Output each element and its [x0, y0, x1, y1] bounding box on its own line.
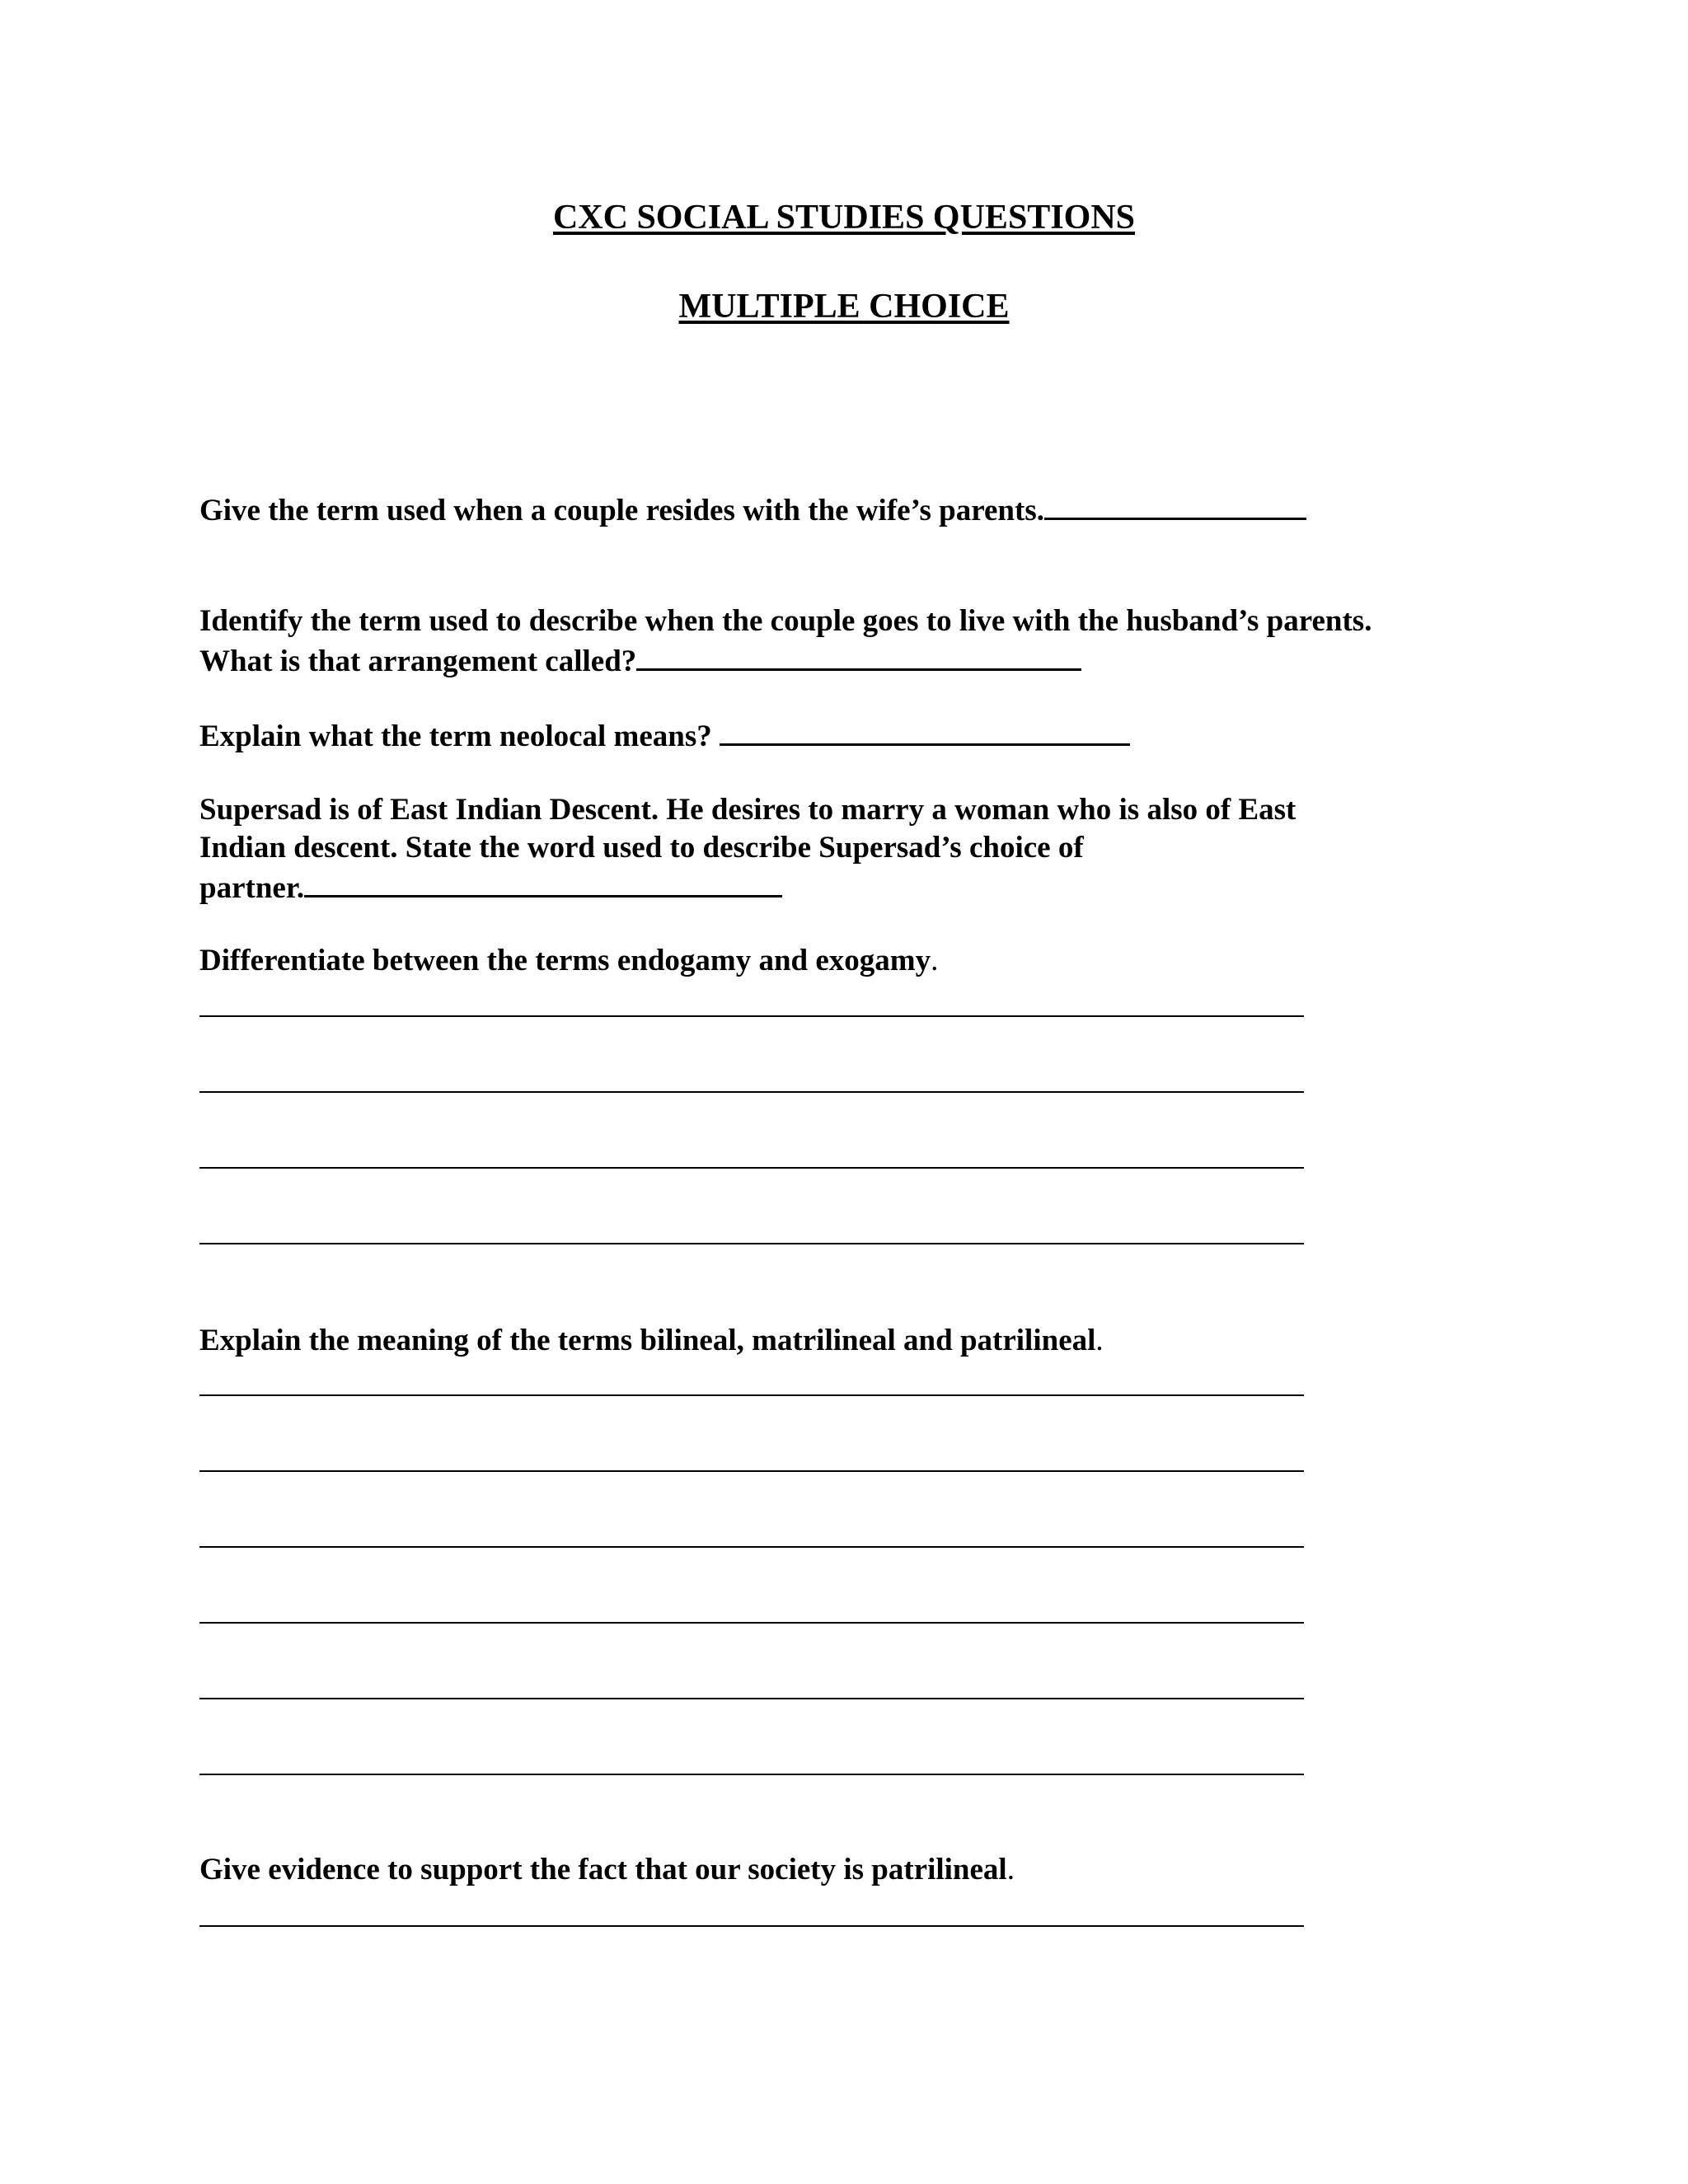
page-title: CXC SOCIAL STUDIES QUESTIONS: [552, 199, 1136, 237]
question-6-answer-line-2[interactable]: [199, 1470, 1304, 1472]
question-5-answer-line-4[interactable]: [199, 1243, 1304, 1244]
question-2: [199, 602, 1372, 681]
question-6-answer-line-3[interactable]: [199, 1546, 1304, 1548]
question-6-period: .: [1095, 1324, 1104, 1357]
question-4-answer-blank[interactable]: [304, 867, 782, 898]
question-7: [199, 1851, 1015, 1889]
question-2-answer-blank[interactable]: [636, 640, 1081, 671]
question-1-answer-blank[interactable]: [1044, 490, 1306, 520]
question-6-answer-line-1[interactable]: [199, 1394, 1304, 1396]
question-4-text-line-2: Indian descent. State the word used to describe Supersad’s choice of: [199, 831, 1084, 865]
question-1-text: Give the term used when a couple resides with the wife’s parents.: [199, 494, 1044, 527]
question-5-answer-line-3[interactable]: [199, 1167, 1304, 1169]
question-4-text-line-1: Supersad is of East Indian Descent. He desires to marry a woman who is also of East: [199, 793, 1296, 827]
page-subtitle: MULTIPLE CHOICE: [678, 288, 1010, 326]
question-7-period: .: [1006, 1853, 1015, 1886]
question-6-answer-line-5[interactable]: [199, 1698, 1304, 1699]
question-4: [199, 791, 1296, 907]
question-3-text: Explain what the term neolocal means?: [199, 719, 712, 753]
question-3: [199, 715, 1130, 756]
question-7-text: Give evidence to support the fact that our society is patrilineal: [199, 1853, 1007, 1886]
question-6-answer-line-4[interactable]: [199, 1622, 1304, 1624]
question-5-answer-line-1[interactable]: [199, 1015, 1304, 1017]
question-6-text: Explain the meaning of the terms bilineal, matrilineal and patrilineal: [199, 1324, 1096, 1357]
question-2-text-line-1: Identify the term used to describe when the couple goes to live with the husband’s parents.: [199, 604, 1372, 638]
question-3-answer-blank[interactable]: [720, 715, 1130, 746]
question-5-answer-line-2[interactable]: [199, 1091, 1304, 1093]
question-7-answer-line-1[interactable]: [199, 1925, 1304, 1927]
question-6: [199, 1322, 1104, 1360]
question-1: [199, 490, 1306, 530]
question-2-text-line-2: What is that arrangement called?: [199, 644, 637, 678]
question-5-period: .: [931, 944, 939, 977]
question-6-answer-line-6[interactable]: [199, 1774, 1304, 1775]
question-4-text-line-3: partner.: [199, 871, 305, 905]
question-5: [199, 942, 938, 980]
question-5-text: Differentiate between the terms endogamy and exogamy: [199, 944, 931, 977]
